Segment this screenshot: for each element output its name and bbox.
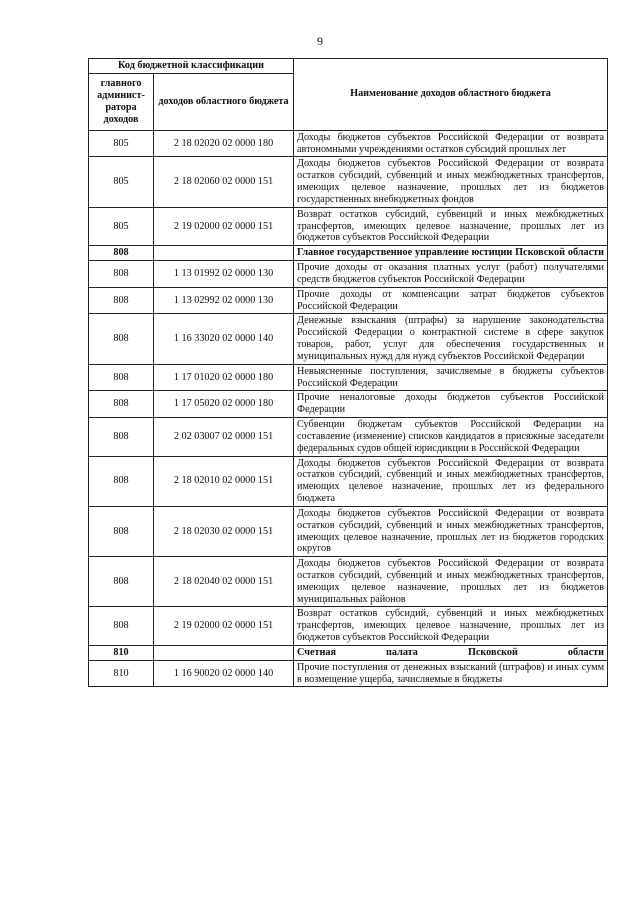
- table-row: [89, 418, 608, 456]
- revenue-name-cell: Возврат остатков субсидий, субвенций и иных межбюджетных трансфертов, имеющих целевое назначение, прошлых лет из бюджетов субъектов Российской Федерации: [294, 207, 608, 245]
- admin-code-cell: 808: [89, 246, 154, 261]
- revenue-name-cell: Доходы бюджетов субъектов Российской Федерации от возврата остатков субсидий, субвенций и иных межбюджетных трансфертов, имеющих целевое назначение, прошлых лет из бюджетов муниципальных районов: [294, 557, 608, 607]
- revenue-code-cell: 2 18 02020 02 0000 180: [154, 130, 294, 157]
- table-row: [89, 287, 608, 314]
- revenue-code-cell: 1 13 02992 02 0000 130: [154, 287, 294, 314]
- table-body: [89, 130, 608, 687]
- table-row: [89, 261, 608, 288]
- revenue-code-cell: 2 18 02060 02 0000 151: [154, 157, 294, 207]
- revenue-name-cell: Доходы бюджетов субъектов Российской Федерации от возврата остатков субсидий, субвенций и иных межбюджетных трансфертов, имеющих целевое назначение, прошлых лет из федерального бюджета: [294, 456, 608, 506]
- table-row: [89, 314, 608, 364]
- revenue-classification-table: [88, 58, 608, 687]
- revenue-name-cell: Субвенции бюджетам субъектов Российской Федерации на составление (изменение) списков кандидатов в присяжные заседатели федеральных судов общей юрисдикции в Российской Федерации: [294, 418, 608, 456]
- admin-code-cell: 808: [89, 391, 154, 418]
- revenue-code-cell: 1 16 90020 02 0000 140: [154, 660, 294, 687]
- revenue-code-cell: [154, 246, 294, 261]
- revenue-name-cell: Счетная палата Псковской области: [294, 645, 608, 660]
- revenue-name-cell: Доходы бюджетов субъектов Российской Федерации от возврата остатков субсидий, субвенций и иных межбюджетных трансфертов, имеющих целевое назначение, прошлых лет из бюджетов государственных внебюджетных фондов: [294, 157, 608, 207]
- revenue-name-cell: Прочие доходы от оказания платных услуг (работ) получателями средств бюджетов субъектов Российской Федерации: [294, 261, 608, 288]
- admin-code-cell: 808: [89, 364, 154, 391]
- section-row: [89, 246, 608, 261]
- revenue-name-cell: Денежные взыскания (штрафы) за нарушение законодательства Российской Федерации о контрактной системе в сфере закупок товаров, работ, услуг для обеспечения государственных и муниципальных нужд для нужд субъектов Российской Федерации: [294, 314, 608, 364]
- table-row: [89, 207, 608, 245]
- revenue-name-cell: Доходы бюджетов субъектов Российской Федерации от возврата автономными учреждениями остатков субсидий прошлых лет: [294, 130, 608, 157]
- admin-code-cell: 808: [89, 607, 154, 645]
- admin-code-cell: 808: [89, 418, 154, 456]
- revenue-code-cell: 2 18 02040 02 0000 151: [154, 557, 294, 607]
- revenue-name-cell: Прочие поступления от денежных взысканий (штрафов) и иных сумм в возмещение ущерба, зачисляемые в бюджеты: [294, 660, 608, 687]
- regional-revenue-code-header: доходов областного бюджета: [154, 73, 294, 130]
- table-row: [89, 607, 608, 645]
- admin-code-cell: 805: [89, 207, 154, 245]
- chief-administrator-header: главного админист-ратора доходов: [89, 73, 154, 130]
- revenue-name-cell: Прочие доходы от компенсации затрат бюджетов субъектов Российской Федерации: [294, 287, 608, 314]
- admin-code-cell: 805: [89, 130, 154, 157]
- table-row: [89, 391, 608, 418]
- table-row: [89, 660, 608, 687]
- table-row: [89, 456, 608, 506]
- revenue-name-cell: Доходы бюджетов субъектов Российской Федерации от возврата остатков субсидий, субвенций и иных межбюджетных трансфертов, имеющих целевое назначение, прошлых лет из бюджетов городских округов: [294, 506, 608, 556]
- table-row: [89, 364, 608, 391]
- revenue-name-cell: Главное государственное управление юстиции Псковской области: [294, 246, 608, 261]
- admin-code-cell: 808: [89, 506, 154, 556]
- admin-code-cell: 805: [89, 157, 154, 207]
- table-row: [89, 557, 608, 607]
- admin-code-cell: 808: [89, 261, 154, 288]
- table-header: [89, 59, 608, 131]
- revenue-code-cell: 2 18 02010 02 0000 151: [154, 456, 294, 506]
- revenue-code-cell: 2 18 02030 02 0000 151: [154, 506, 294, 556]
- revenue-name-header: Наименование доходов областного бюджета: [294, 59, 608, 131]
- page-number: 9: [317, 34, 323, 48]
- admin-code-cell: 810: [89, 645, 154, 660]
- admin-code-cell: 808: [89, 314, 154, 364]
- revenue-name-cell: Невыясненные поступления, зачисляемые в бюджеты субъектов Российской Федерации: [294, 364, 608, 391]
- admin-code-cell: 808: [89, 456, 154, 506]
- revenue-name-cell: Возврат остатков субсидий, субвенций и иных межбюджетных трансфертов, имеющих целевое назначение, прошлых лет из бюджетов субъектов Российской Федерации: [294, 607, 608, 645]
- revenue-name-cell: Прочие неналоговые доходы бюджетов субъектов Российской Федерации: [294, 391, 608, 418]
- revenue-code-cell: 1 16 33020 02 0000 140: [154, 314, 294, 364]
- table-row: [89, 157, 608, 207]
- revenue-code-cell: 1 17 01020 02 0000 180: [154, 364, 294, 391]
- admin-code-cell: 808: [89, 557, 154, 607]
- revenue-code-cell: 1 13 01992 02 0000 130: [154, 261, 294, 288]
- admin-code-cell: 808: [89, 287, 154, 314]
- section-row: [89, 645, 608, 660]
- revenue-code-cell: [154, 645, 294, 660]
- revenue-code-cell: 2 19 02000 02 0000 151: [154, 607, 294, 645]
- table-row: [89, 130, 608, 157]
- revenue-code-cell: 1 17 05020 02 0000 180: [154, 391, 294, 418]
- budget-classification-code-header: Код бюджетной классификации: [89, 59, 294, 74]
- admin-code-cell: 810: [89, 660, 154, 687]
- revenue-code-cell: 2 19 02000 02 0000 151: [154, 207, 294, 245]
- table-row: [89, 506, 608, 556]
- revenue-code-cell: 2 02 03007 02 0000 151: [154, 418, 294, 456]
